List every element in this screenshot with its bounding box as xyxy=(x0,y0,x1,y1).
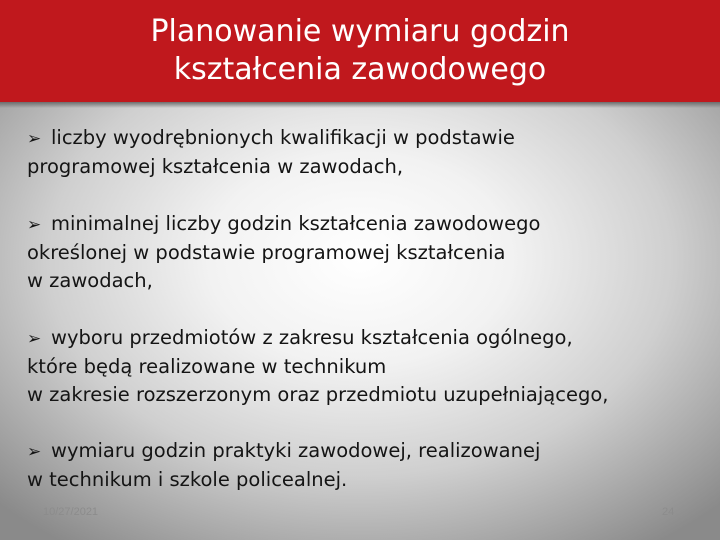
arrow-bullet-icon: ➢ xyxy=(27,215,42,235)
bullet-line: które będą realizowane w technikum xyxy=(27,355,387,378)
bullet-line: w technikum i szkole policealnej. xyxy=(27,468,348,491)
bullet-line: w zawodach, xyxy=(27,269,153,292)
title-bar-shadow xyxy=(0,102,720,108)
bullet-line: określonej w podstawie programowej kształcenia xyxy=(27,241,506,264)
title-bar xyxy=(0,0,720,102)
page-number: 24 xyxy=(662,506,675,518)
bullet-text: wyboru przedmiotów z zakresu kształcenia ogólnego, xyxy=(51,326,573,349)
bullet-item xyxy=(27,124,712,181)
bullet-line: w zakresie rozszerzonym oraz przedmiotu uzupełniającego, xyxy=(27,383,609,406)
slide-title-line-1: Planowanie wymiaru godzin xyxy=(150,14,570,49)
footer-date: 10/27/2021 xyxy=(43,506,99,518)
arrow-bullet-icon: ➢ xyxy=(27,129,42,149)
bullet-line: programowej kształcenia w zawodach, xyxy=(27,155,404,178)
bullet-text: liczby wyodrębnionych kwalifikacji w podstawie xyxy=(51,126,515,149)
bullet-line xyxy=(27,324,712,353)
bullet-line xyxy=(27,210,712,239)
arrow-bullet-icon: ➢ xyxy=(27,329,42,349)
bullet-item xyxy=(27,210,712,295)
slide-title-line-2: kształcenia zawodowego xyxy=(173,52,547,87)
bullet-item xyxy=(27,437,712,494)
bullet-text: wymiaru godzin praktyki zawodowej, realizowanej xyxy=(51,439,541,462)
bullet-line xyxy=(27,437,712,466)
bullet-line xyxy=(27,124,712,153)
bullet-item xyxy=(27,324,712,409)
bullet-text: minimalnej liczby godzin kształcenia zawodowego xyxy=(51,212,541,235)
arrow-bullet-icon: ➢ xyxy=(27,442,42,462)
